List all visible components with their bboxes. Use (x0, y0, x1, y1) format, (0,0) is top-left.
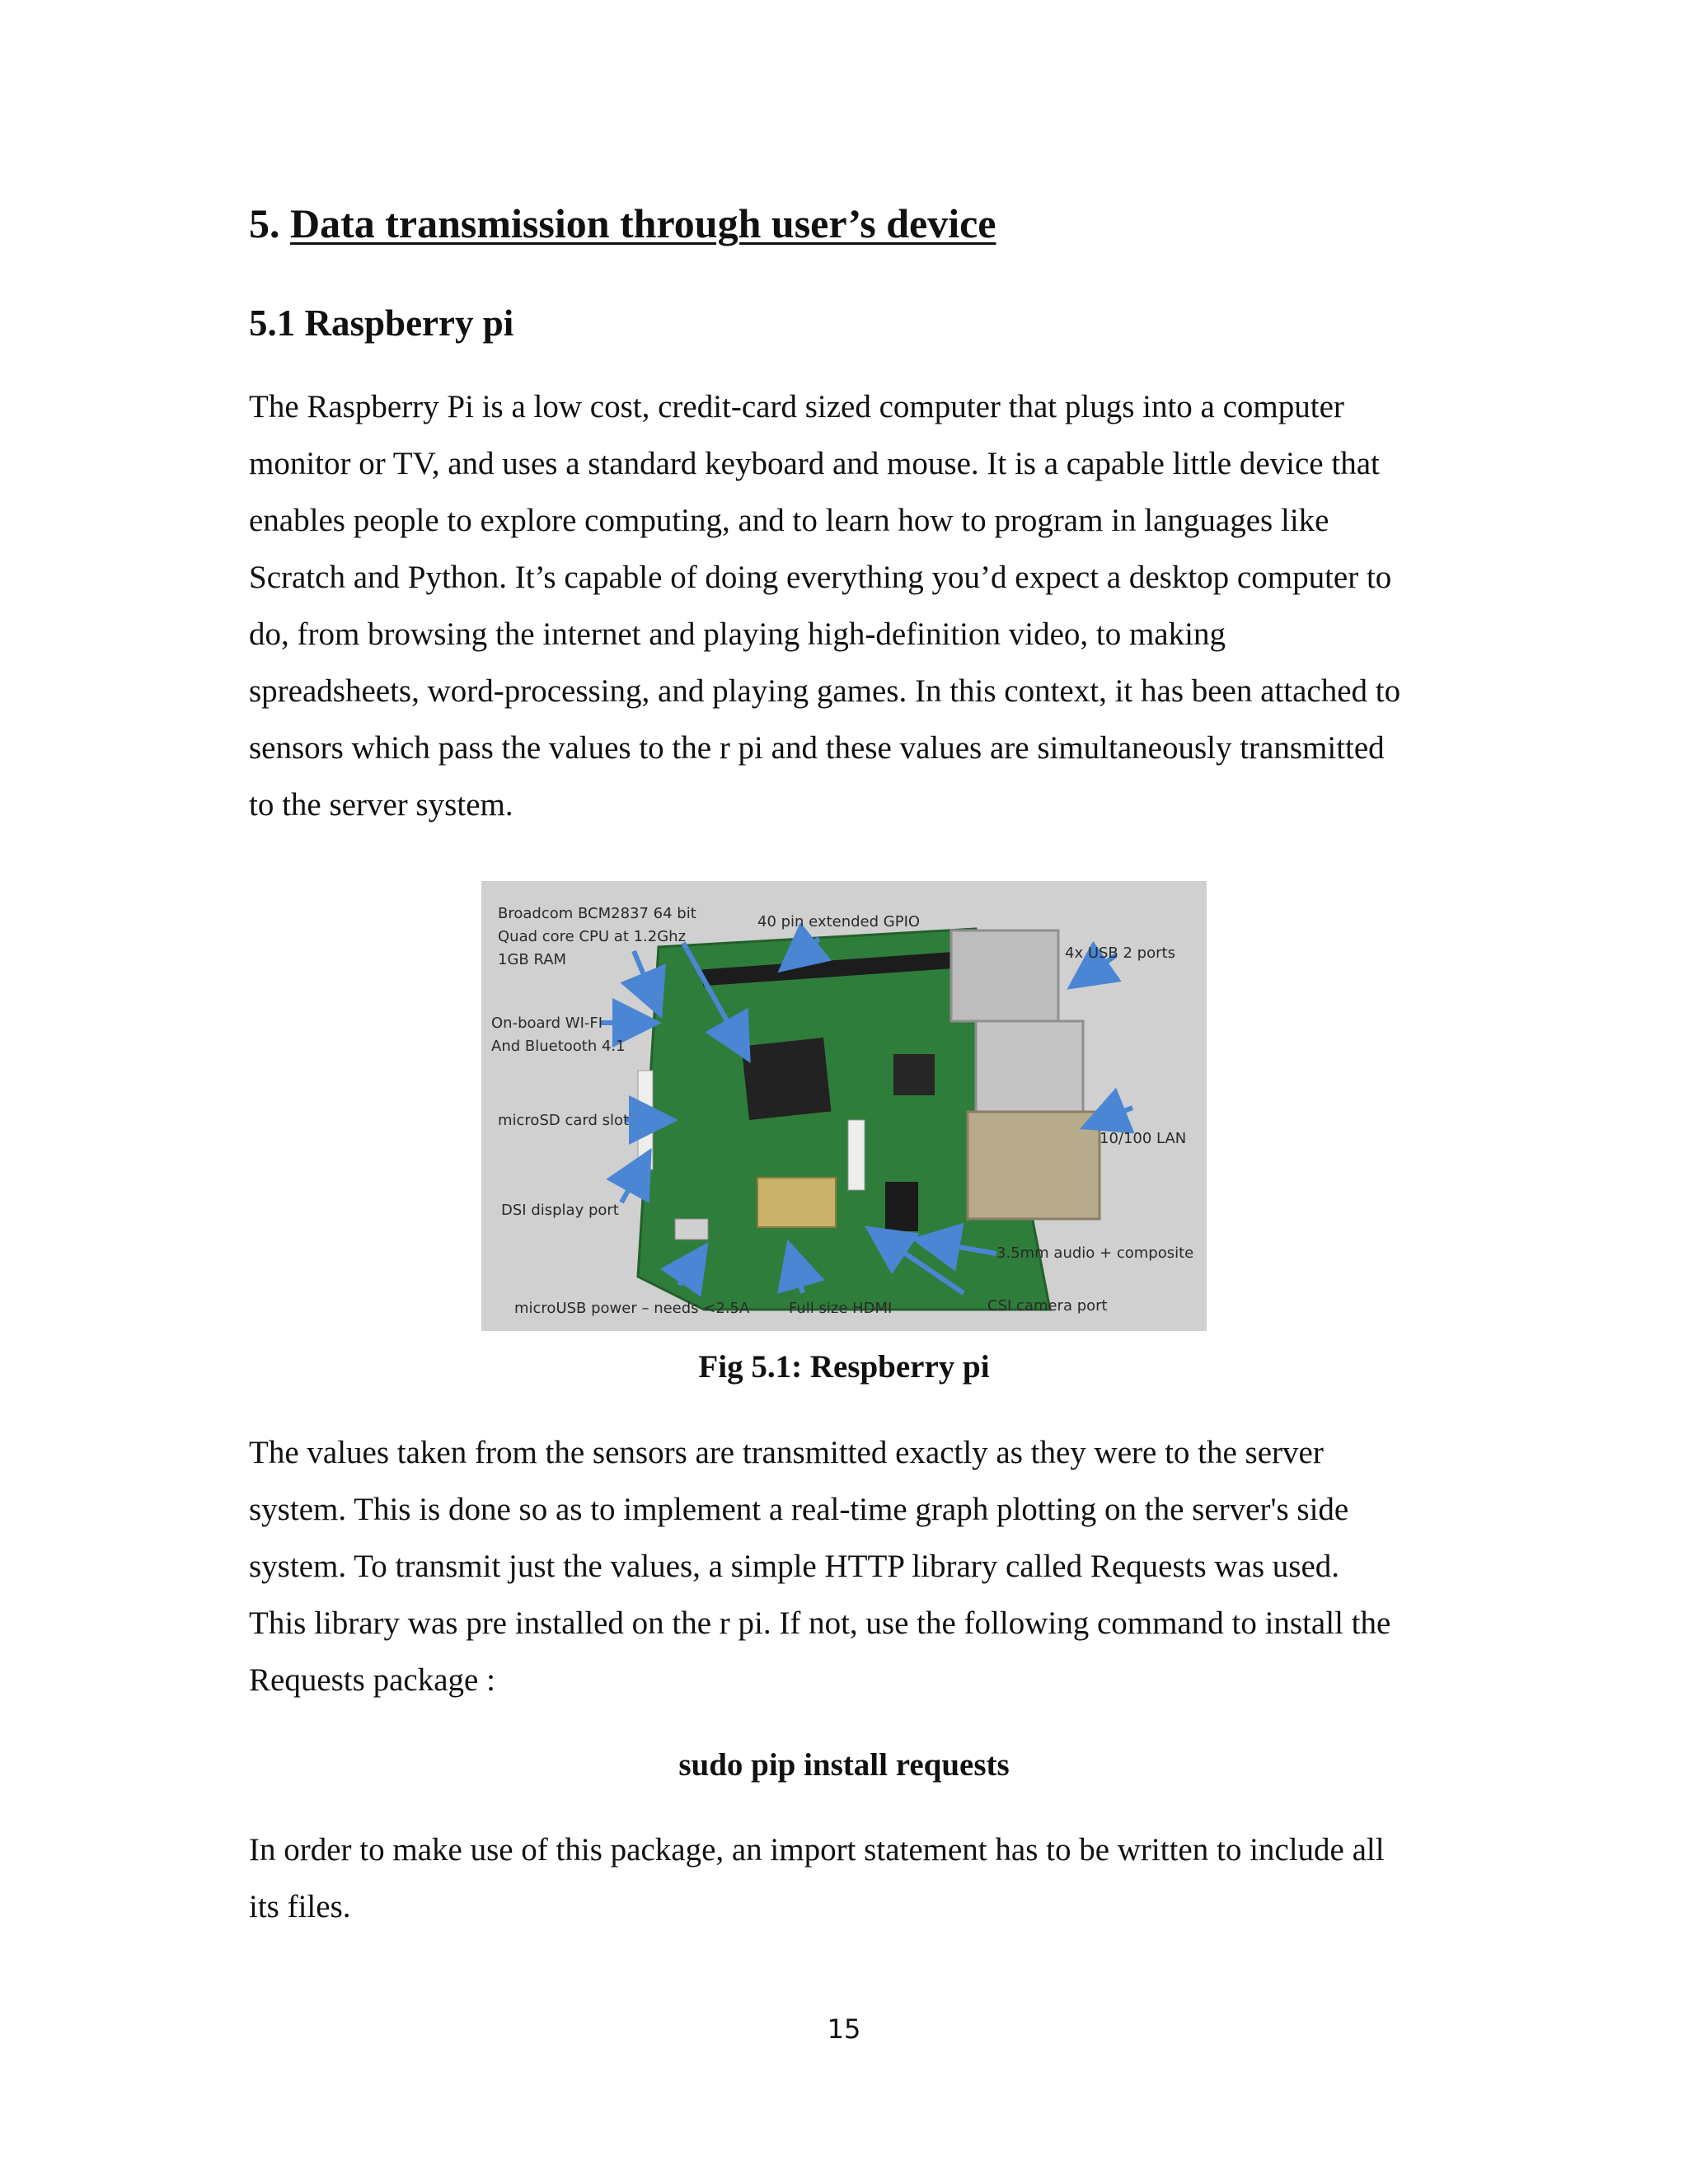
usb-port-bottom (976, 1021, 1083, 1112)
paragraph-line: In order to make use of this package, an import statement has to be written to include all (249, 1832, 1385, 1868)
paragraph-line: system. This is done so as to implement a real-time graph plotting on the server's side (249, 1492, 1349, 1527)
audio-label: 3.5mm audio + composite (996, 1244, 1194, 1262)
paragraph-line: Scratch and Python. It’s capable of doing everything you’d expect a desktop computer to (249, 560, 1392, 595)
paragraph-line: system. To transmit just the values, a simple HTTP library called Requests was used. (249, 1549, 1340, 1584)
audio-jack (885, 1182, 918, 1231)
lan-port (968, 1112, 1100, 1219)
install-command: sudo pip install requests (678, 1747, 1010, 1783)
paragraph-line: Requests package : (249, 1662, 495, 1698)
cpu-label-1: Broadcom BCM2837 64 bit (498, 905, 696, 922)
power-label: microUSB power – needs <2.5A (514, 1300, 750, 1317)
cpu-label-2: Quad core CPU at 1.2Ghz (498, 928, 687, 945)
lan-chip (893, 1054, 935, 1095)
page-number: 15 (827, 2013, 861, 2045)
section-heading (249, 194, 996, 252)
paragraph-line: This library was pre installed on the r pi. If not, use the following command to install the (249, 1605, 1391, 1641)
hdmi-label: Full size HDMI (789, 1300, 893, 1317)
paragraph-line: its files. (249, 1889, 351, 1924)
cpu-label-3: 1GB RAM (498, 951, 567, 968)
paragraph-line: The Raspberry Pi is a low cost, credit-card sized computer that plugs into a computer (249, 389, 1344, 424)
gpio-label: 40 pin extended GPIO (757, 913, 921, 930)
wifi-label-1: On-board WI-FI (491, 1015, 603, 1032)
figure-caption: Fig 5.1: Respberry pi (698, 1349, 990, 1385)
usb-label: 4x USB 2 ports (1065, 944, 1175, 962)
import-paragraph (249, 1821, 1452, 1935)
paragraph-line: sensors which pass the values to the r pi and these values are simultaneously transmitted (249, 730, 1385, 766)
paragraph-line: monitor or TV, and uses a standard keyboard and mouse. It is a capable little device that (249, 446, 1380, 481)
wifi-label-2: And Bluetooth 4.1 (491, 1038, 626, 1055)
paragraph-line: enables people to explore computing, and to learn how to program in languages like (249, 503, 1329, 538)
microusb-port (675, 1219, 708, 1240)
csi-connector (848, 1120, 865, 1190)
section-title: Data transmission through user’s device (290, 200, 996, 246)
cpu-chip (742, 1038, 832, 1120)
paragraph-line: to the server system. (249, 787, 513, 823)
csi-label: CSI camera port (987, 1297, 1108, 1315)
section-number: 5. (249, 200, 290, 246)
usb-port-top (951, 930, 1058, 1021)
raspberry-pi-photo (481, 881, 1207, 1331)
paragraph-line: The values taken from the sensors are transmitted exactly as they were to the server (249, 1435, 1324, 1470)
intro-paragraph (249, 378, 1452, 833)
paragraph-line: spreadsheets, word-processing, and playing games. In this context, it has been attached to (249, 673, 1401, 709)
subsection-heading: 5.1 Raspberry pi (249, 302, 514, 344)
transmission-paragraph (249, 1424, 1452, 1708)
lan-label: 10/100 LAN (1100, 1130, 1187, 1147)
dsi-label: DSI display port (501, 1202, 619, 1219)
paragraph-line: do, from browsing the internet and playing high-definition video, to making (249, 616, 1226, 652)
sd-label: microSD card slot (498, 1112, 630, 1129)
raspberry-pi-figure (481, 881, 1207, 1331)
hdmi-port (757, 1178, 836, 1227)
